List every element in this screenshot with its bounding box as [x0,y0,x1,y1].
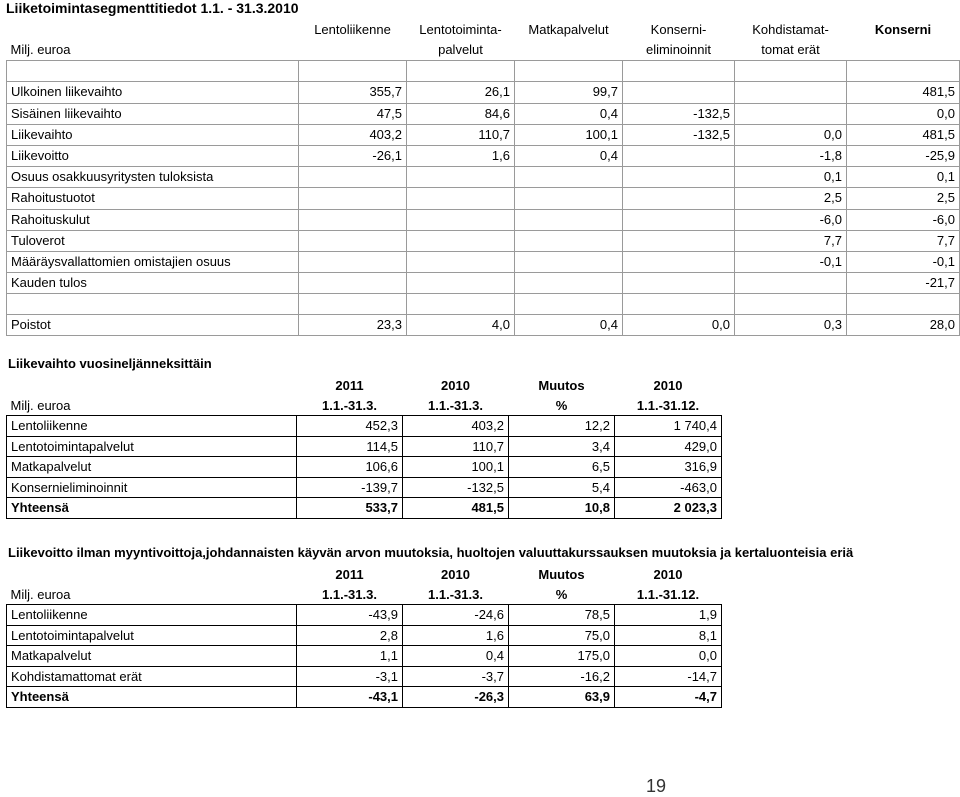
table-row [7,416,722,437]
year-header-row [7,565,722,585]
header-empty-cell [7,376,297,396]
table-row [7,103,960,124]
value-cell: 7,7 [735,230,847,251]
column-header-line2: 1.1.-31.12. [615,396,722,416]
total-value-cell: -4,7 [615,687,722,708]
table-row [7,315,960,336]
value-cell [623,82,735,103]
empty-cell [7,294,299,315]
value-cell: 23,3 [299,315,407,336]
value-cell: -132,5 [403,477,509,498]
value-cell [623,230,735,251]
value-cell: -25,9 [847,145,960,166]
value-cell [515,188,623,209]
value-cell: 2,5 [735,188,847,209]
column-header-line2 [299,40,407,61]
value-cell [515,251,623,272]
value-cell: 2,8 [297,625,403,646]
value-cell: 75,0 [509,625,615,646]
value-cell: 5,4 [509,477,615,498]
empty-cell [407,61,515,82]
row-label: Konsernieliminoinnit [7,477,297,498]
page-number: 19 [646,776,667,796]
table-row [7,457,722,478]
value-cell: 0,0 [623,315,735,336]
value-cell [407,251,515,272]
empty-cell [847,294,960,315]
value-cell: 0,4 [515,315,623,336]
segment-header-row-2 [7,40,960,61]
column-header: 2011 [335,378,364,394]
value-cell: 99,7 [515,82,623,103]
unit-label: Milj. euroa [10,42,71,58]
column-header: 2010 [441,378,470,394]
value-cell [299,251,407,272]
row-label: Liikevoitto [7,145,299,166]
row-label: Määräysvallattomien omistajien osuus [7,251,299,272]
row-label: Kohdistamattomat erät [7,666,297,687]
empty-cell [515,294,623,315]
value-cell: 0,0 [615,646,722,667]
value-cell: -0,1 [735,251,847,272]
empty-cell [735,61,847,82]
value-cell: 175,0 [509,646,615,667]
row-label: Lentotoimintapalvelut [7,625,297,646]
value-cell [735,273,847,294]
value-cell: 1 740,4 [615,416,722,437]
value-cell [515,273,623,294]
column-header-line2: eliminoinnit [645,42,712,58]
column-header-line2: tomat erät [761,42,820,58]
table-row [7,625,722,646]
revenue-quarter-table [6,376,722,519]
value-cell: 26,1 [407,82,515,103]
row-label: Poistot [7,315,299,336]
empty-cell [299,294,407,315]
value-cell: 7,7 [847,230,960,251]
value-cell: 114,5 [297,436,403,457]
unit-label: Milj. euroa [7,585,297,605]
value-cell: -139,7 [297,477,403,498]
value-cell: 1,6 [403,625,509,646]
empty-cell [299,61,407,82]
row-label: Sisäinen liikevaihto [7,103,299,124]
row-label: Tuloverot [7,230,299,251]
column-header-line2: 1.1.-31.3. [297,585,403,605]
segment-table [6,20,960,336]
value-cell: 100,1 [515,124,623,145]
page-title: Liiketoimintasegmenttitiedot 1.1. - 31.3.2010 [6,0,299,16]
row-label: Matkapalvelut [7,646,297,667]
value-cell [407,230,515,251]
row-label: Rahoitustuotot [7,188,299,209]
table-row [7,188,960,209]
value-cell: -16,2 [509,666,615,687]
row-label: Ulkoinen liikevaihto [7,82,299,103]
empty-cell [847,61,960,82]
value-cell: -0,1 [847,251,960,272]
value-cell: -3,7 [403,666,509,687]
value-cell [407,167,515,188]
total-value-cell: -26,3 [403,687,509,708]
column-header: Matkapalvelut [528,22,609,38]
column-header: Muutos [538,567,585,583]
row-label: Lentoliikenne [7,416,297,437]
table-row [7,273,960,294]
value-cell: -43,9 [297,605,403,626]
value-cell [623,251,735,272]
total-row [7,687,722,708]
column-header-line2 [515,40,623,61]
value-cell: -1,8 [735,145,847,166]
value-cell: -24,6 [403,605,509,626]
column-header: 2010 [653,378,683,394]
column-header-line2: % [509,396,615,416]
value-cell: 106,6 [297,457,403,478]
segment-header-row [7,20,960,40]
value-cell: 6,5 [509,457,615,478]
value-cell [407,209,515,230]
empty-cell [7,61,299,82]
revenue-section-title: Liikevaihto vuosineljänneksittäin [8,356,212,371]
value-cell [299,209,407,230]
column-header-line2: 1.1.-31.12. [615,585,722,605]
value-cell: 0,0 [847,103,960,124]
column-header: 2011 [335,567,364,583]
value-cell [623,273,735,294]
value-cell: 481,5 [847,82,960,103]
value-cell: 1,6 [407,145,515,166]
value-cell: 3,4 [509,436,615,457]
value-cell: 355,7 [299,82,407,103]
period-header-row [7,396,722,416]
header-empty-cell [7,20,299,40]
value-cell: 0,4 [515,103,623,124]
value-cell: -132,5 [623,124,735,145]
value-cell: 2,5 [847,188,960,209]
value-cell: 100,1 [403,457,509,478]
table-row [7,124,960,145]
total-value-cell: -43,1 [297,687,403,708]
row-label: Osuus osakkuusyritysten tuloksista [7,167,299,188]
value-cell: -463,0 [615,477,722,498]
value-cell [515,167,623,188]
spacer-row [7,294,960,315]
column-header: Konserni [874,22,932,38]
total-value-cell: 533,7 [297,498,403,519]
total-value-cell: 63,9 [509,687,615,708]
value-cell [623,145,735,166]
value-cell: 0,1 [735,167,847,188]
table-row [7,436,722,457]
value-cell [623,188,735,209]
period-header-row [7,585,722,605]
value-cell [515,209,623,230]
column-header-line2: 1.1.-31.3. [403,396,509,416]
value-cell [735,103,847,124]
value-cell: -3,1 [297,666,403,687]
value-cell: 403,2 [403,416,509,437]
header-empty-cell [7,565,297,585]
profit-quarter-table [6,565,722,708]
value-cell [299,273,407,294]
column-header: Muutos [538,378,585,394]
column-header: Kohdistamat- [752,22,829,38]
value-cell [407,273,515,294]
value-cell: 429,0 [615,436,722,457]
empty-cell [515,61,623,82]
table-row [7,646,722,667]
row-label: Matkapalvelut [7,457,297,478]
value-cell: 403,2 [299,124,407,145]
table-row [7,477,722,498]
value-cell: 110,7 [403,436,509,457]
value-cell: 0,0 [735,124,847,145]
value-cell: 12,2 [509,416,615,437]
row-label: Liikevaihto [7,124,299,145]
value-cell: 0,4 [403,646,509,667]
value-cell: 452,3 [297,416,403,437]
value-cell [515,230,623,251]
year-header-row [7,376,722,396]
column-header: 2010 [653,567,683,583]
column-header-line2 [847,40,960,61]
empty-cell [623,61,735,82]
value-cell: 28,0 [847,315,960,336]
value-cell: -26,1 [299,145,407,166]
value-cell: 1,9 [615,605,722,626]
table-row [7,230,960,251]
row-label: Rahoituskulut [7,209,299,230]
value-cell: 316,9 [615,457,722,478]
table-row [7,666,722,687]
unit-label: Milj. euroa [7,396,297,416]
value-cell [299,230,407,251]
value-cell: -132,5 [623,103,735,124]
value-cell [299,167,407,188]
value-cell: -6,0 [735,209,847,230]
value-cell: 110,7 [407,124,515,145]
table-row [7,209,960,230]
value-cell [623,167,735,188]
column-header-line2: % [509,585,615,605]
empty-cell [407,294,515,315]
table-row [7,167,960,188]
column-header: Lentotoiminta- [419,22,502,38]
value-cell: 0,1 [847,167,960,188]
column-header-line2: 1.1.-31.3. [403,585,509,605]
value-cell: -14,7 [615,666,722,687]
column-header-line2: 1.1.-31.3. [297,396,403,416]
value-cell: 1,1 [297,646,403,667]
total-value-cell: 2 023,3 [615,498,722,519]
total-label: Yhteensä [7,687,297,708]
spacer-row [7,61,960,82]
row-label: Lentoliikenne [7,605,297,626]
value-cell: -6,0 [847,209,960,230]
table-row [7,145,960,166]
column-header: Lentoliikenne [314,22,391,38]
value-cell: 481,5 [847,124,960,145]
value-cell: -21,7 [847,273,960,294]
empty-cell [623,294,735,315]
empty-cell [735,294,847,315]
value-cell: 4,0 [407,315,515,336]
value-cell: 0,3 [735,315,847,336]
value-cell: 84,6 [407,103,515,124]
value-cell [407,188,515,209]
value-cell [299,188,407,209]
value-cell: 8,1 [615,625,722,646]
row-label: Lentotoimintapalvelut [7,436,297,457]
total-value-cell: 481,5 [403,498,509,519]
table-row [7,605,722,626]
table-row [7,82,960,103]
column-header: 2010 [441,567,470,583]
profit-section-title: Liikevoitto ilman myyntivoittoja,johdannaisten käyvän arvon muutoksia, huoltojen valuuttakurssauksen muutoksia ja kertaluonteisia eriä [8,545,854,560]
table-row [7,251,960,272]
value-cell [735,82,847,103]
value-cell: 0,4 [515,145,623,166]
total-row [7,498,722,519]
value-cell: 47,5 [299,103,407,124]
column-header: Konserni- [650,22,707,38]
column-header-line2: palvelut [438,42,483,58]
value-cell [623,209,735,230]
value-cell: 78,5 [509,605,615,626]
total-value-cell: 10,8 [509,498,615,519]
total-label: Yhteensä [7,498,297,519]
row-label: Kauden tulos [7,273,299,294]
